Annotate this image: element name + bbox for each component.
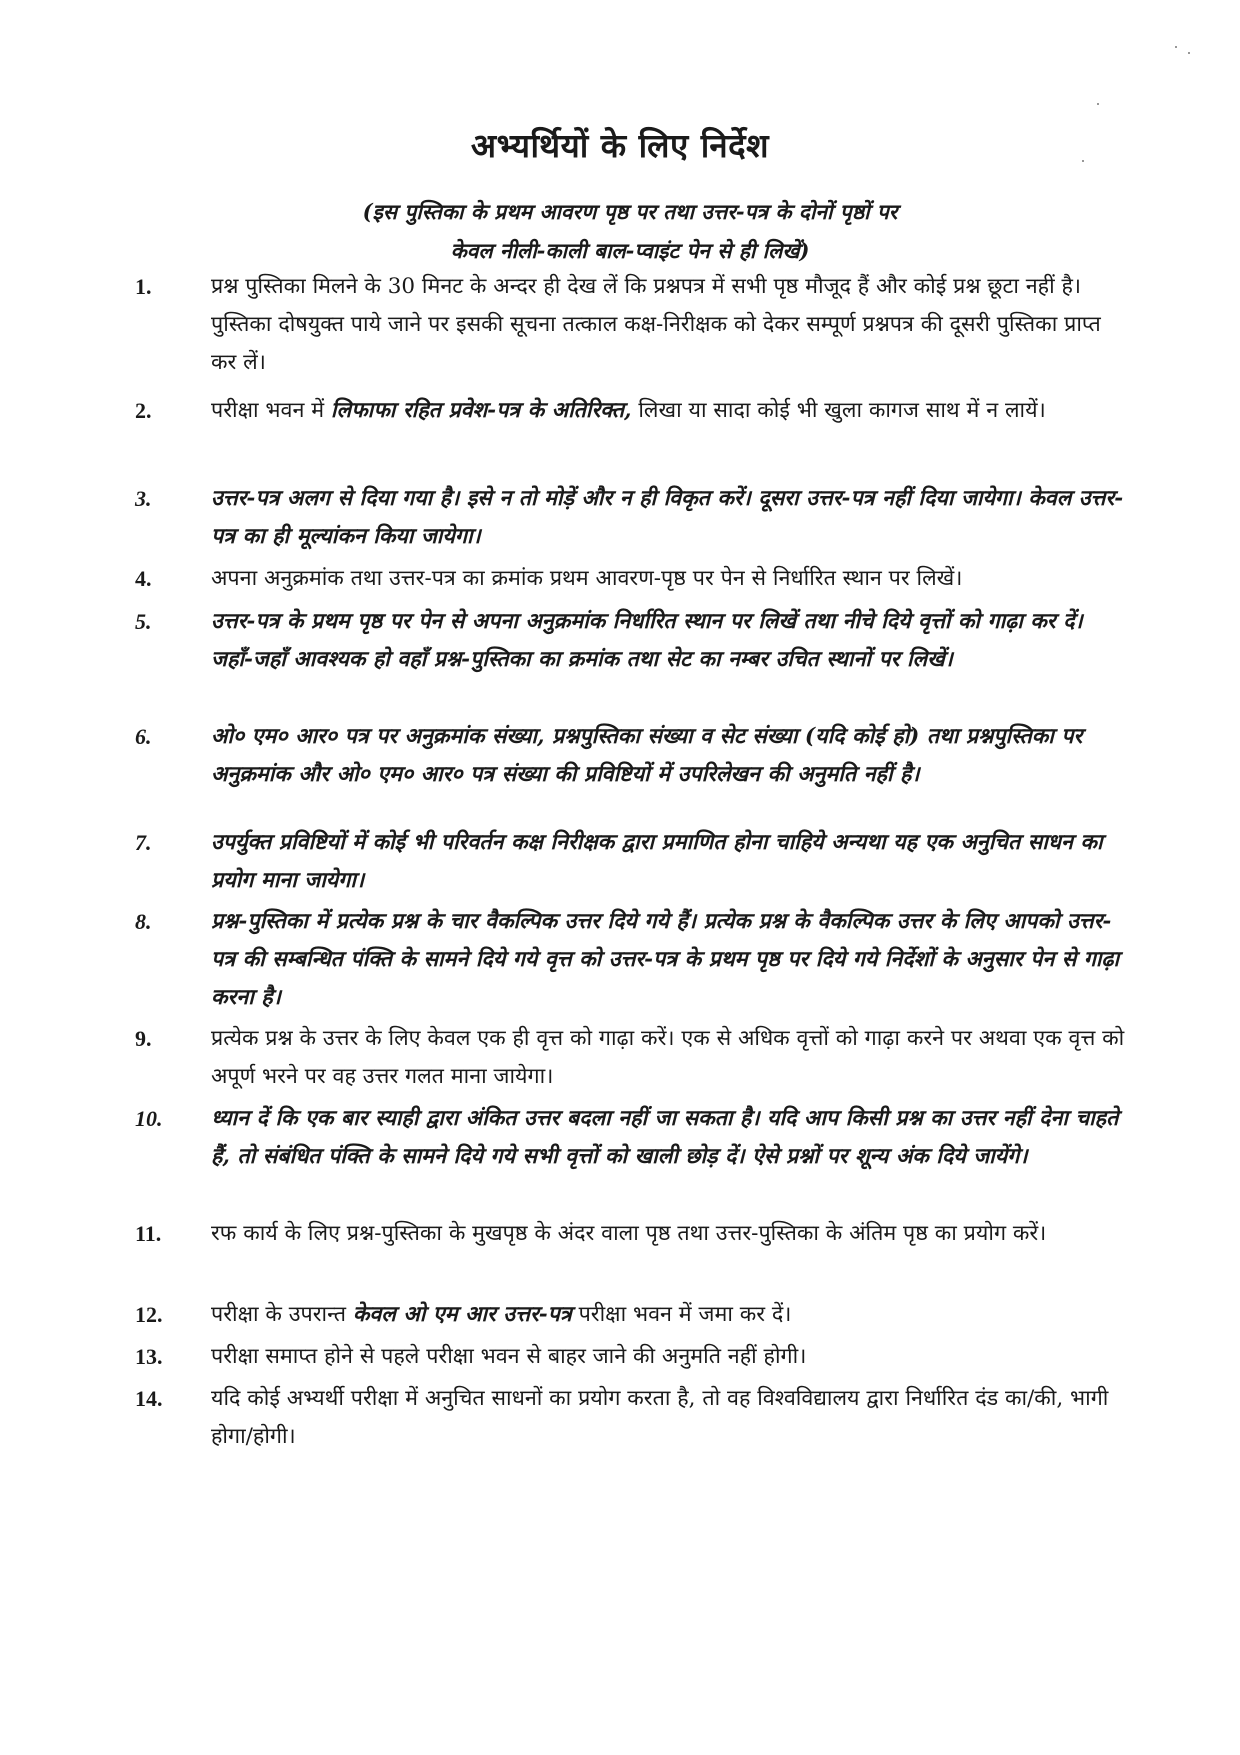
instruction-item-9 (135, 1020, 1125, 1096)
scan-speck (1097, 103, 1099, 105)
item-text (211, 392, 1125, 430)
instruction-item-7 (135, 824, 1125, 900)
item-number: 8. (135, 909, 152, 934)
instruction-item-2 (135, 392, 1125, 430)
item-number: 6. (135, 724, 152, 749)
instruction-item-8 (135, 903, 1125, 1017)
scan-speck (1175, 46, 1177, 48)
item-number: 10. (135, 1106, 163, 1131)
item-number: 13. (135, 1344, 163, 1369)
instruction-item-11 (135, 1215, 1125, 1253)
item-text-emphasis: केवल ओ एम आर उत्तर-पत्र (352, 1302, 572, 1327)
item-number: 7. (135, 830, 152, 855)
subtitle-line-2: केवल नीली-काली बाल-प्वाइंट पेन से ही लिखें) (450, 238, 810, 263)
page-title: अभ्यर्थियों के लिए निर्देश (470, 126, 770, 165)
item-number: 11. (135, 1221, 162, 1246)
item-number: 2. (135, 398, 152, 423)
item-text: परीक्षा समाप्त होने से पहले परीक्षा भवन से बाहर जाने की अनुमति नहीं होगी। (211, 1344, 807, 1369)
item-number: 3. (135, 486, 152, 511)
page-subtitle (200, 192, 1060, 270)
item-number: 9. (135, 1026, 152, 1051)
instruction-item-13 (135, 1338, 1125, 1376)
item-text: रफ कार्य के लिए प्रश्न-पुस्तिका के मुखपृष्ठ के अंदर वाला पृष्ठ तथा उत्तर-पुस्तिका के अंतिम पृष्ठ का प्रयोग करें। (211, 1221, 1047, 1246)
instruction-item-12 (135, 1296, 1125, 1334)
item-text-part: परीक्षा के उपरान्त (211, 1302, 353, 1327)
item-text: उपर्युक्त प्रविष्टियों में कोई भी परिवर्तन कक्ष निरीक्षक द्वारा प्रमाणित होना चाहिये अन्यथा यह एक अनुचित साधन का प्रयोग माना जायेगा। (211, 830, 1103, 893)
subtitle-line-1: (इस पुस्तिका के प्रथम आवरण पृष्ठ पर तथा उत्तर-पत्र के दोनों पृष्ठों पर (362, 199, 898, 224)
item-number: 5. (135, 609, 152, 634)
item-text: उत्तर-पत्र के प्रथम पृष्ठ पर पेन से अपना अनुक्रमांक निर्धारित स्थान पर लिखें तथा नीचे दिये वृत्तों को गाढ़ा कर दें। जहाँ-जहाँ आवश्यक हो वहाँ प्रश्न-पुस्तिका का क्रमांक तथा सेट का नम्बर उचित स्थानों पर लिखें। (211, 609, 1083, 672)
instruction-item-5 (135, 603, 1125, 679)
item-number: 12. (135, 1302, 163, 1327)
instruction-item-3 (135, 480, 1125, 556)
item-number: 4. (135, 566, 152, 591)
item-text: अपना अनुक्रमांक तथा उत्तर-पत्र का क्रमांक प्रथम आवरण-पृष्ठ पर पेन से निर्धारित स्थान पर लिखें। (211, 566, 963, 591)
item-text: प्रश्न पुस्तिका मिलने के 30 मिनट के अन्दर ही देख लें कि प्रश्नपत्र में सभी पृष्ठ मौजूद हैं और कोई प्रश्न छूटा नहीं है। पुस्तिका दोषयुक्त पाये जाने पर इसकी सूचना तत्काल कक्ष-निरीक्षक को देकर सम्पूर्ण प्रश्नपत्र की दूसरी पुस्तिका प्राप्त कर लें। (211, 274, 1101, 375)
item-number: 1. (135, 274, 152, 299)
item-text: प्रत्येक प्रश्न के उत्तर के लिए केवल एक ही वृत्त को गाढ़ा करें। एक से अधिक वृत्तों को गाढ़ा करने पर अथवा एक वृत्त को अपूर्ण भरने पर वह उत्तर गलत माना जायेगा। (211, 1026, 1125, 1089)
item-text (211, 1296, 1125, 1334)
item-text-emphasis: लिफाफा रहित प्रवेश-पत्र के अतिरिक्त, (330, 398, 632, 423)
item-text-part: परीक्षा भवन में जमा कर दें। (571, 1302, 792, 1327)
instruction-item-6 (135, 718, 1125, 794)
instruction-item-4 (135, 560, 1125, 598)
scan-speck (1188, 52, 1190, 54)
item-text-part: लिखा या सादा कोई भी खुला कागज साथ में न लायें। (631, 398, 1046, 423)
item-text: उत्तर-पत्र अलग से दिया गया है। इसे न तो मोड़ें और न ही विकृत करें। दूसरा उत्तर-पत्र नहीं दिया जायेगा। केवल उत्तर-पत्र का ही मूल्यांकन किया जायेगा। (211, 486, 1124, 549)
item-text: यदि कोई अभ्यर्थी परीक्षा में अनुचित साधनों का प्रयोग करता है, तो वह विश्वविद्यालय द्वारा निर्धारित दंड का/की, भागी होगा/होगी। (211, 1386, 1109, 1449)
item-text: ओ० एम० आर० पत्र पर अनुक्रमांक संख्या, प्रश्नपुस्तिका संख्या व सेट संख्या (यदि कोई हो) तथा प्रश्नपुस्तिका पर अनुक्रमांक और ओ० एम० आर० पत्र संख्या की प्रविष्टियों में उपरिलेखन की अनुमति नहीं है। (211, 724, 1083, 787)
item-text: प्रश्न-पुस्तिका में प्रत्येक प्रश्न के चार वैकल्पिक उत्तर दिये गये हैं। प्रत्येक प्रश्न के वैकल्पिक उत्तर के लिए आपको उत्तर-पत्र की सम्बन्धित पंक्ति के सामने दिये गये वृत्त को उत्तर-पत्र के प्रथम पृष्ठ पर दिये गये निर्देशों के अनुसार पेन से गाढ़ा करना है। (211, 909, 1120, 1010)
item-text-part: परीक्षा भवन में (211, 398, 331, 423)
instruction-item-14 (135, 1380, 1125, 1456)
instruction-item-10 (135, 1100, 1125, 1176)
item-number: 14. (135, 1386, 163, 1411)
item-text: ध्यान दें कि एक बार स्याही द्वारा अंकित उत्तर बदला नहीं जा सकता है। यदि आप किसी प्रश्न का उत्तर नहीं देना चाहते हैं, तो संबंधित पंक्ति के सामने दिये गये सभी वृत्तों को खाली छोड़ दें। ऐसे प्रश्नों पर शून्य अंक दिये जायेंगे। (211, 1106, 1119, 1169)
instruction-item-1 (135, 268, 1125, 382)
